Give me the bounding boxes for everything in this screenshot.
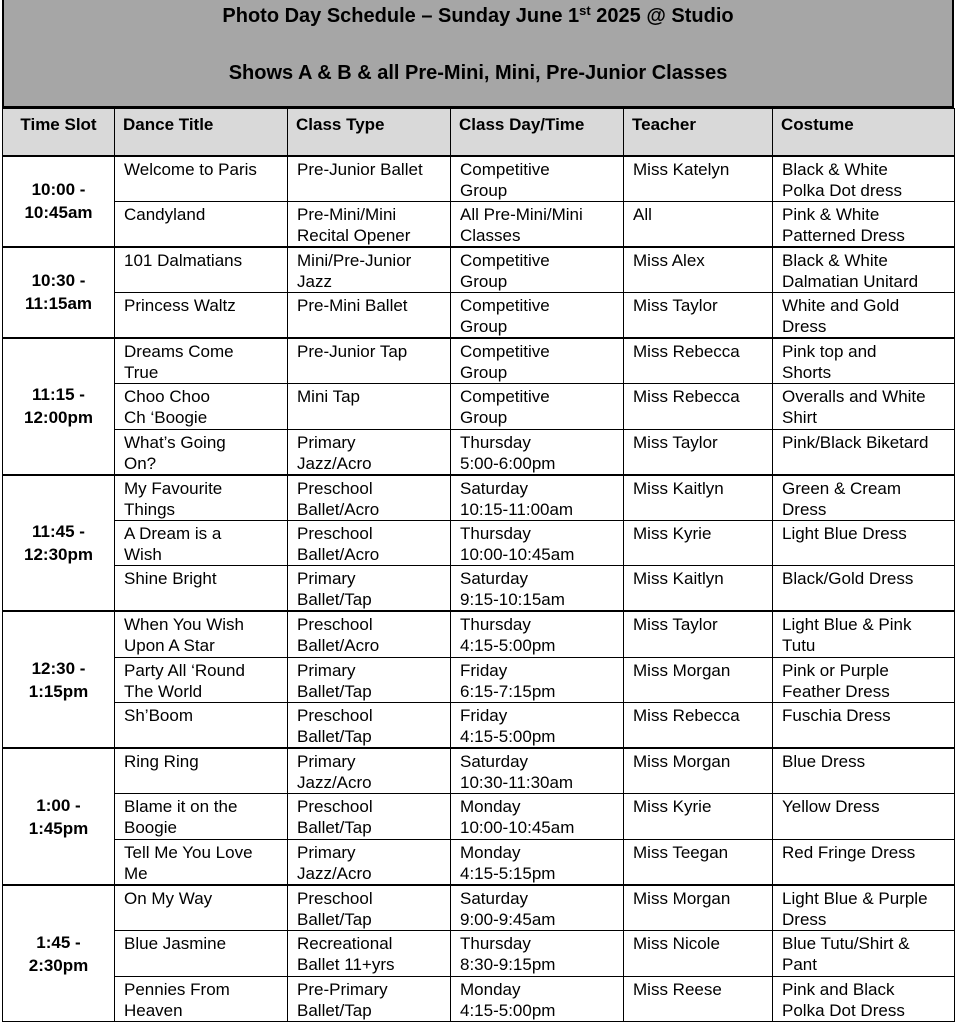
costume-cell: Blue Tutu/Shirt & Pant <box>773 931 955 977</box>
schedule-table <box>2 108 955 1022</box>
class-day-time-cell: Thursday 10:00-10:45am <box>451 520 624 566</box>
dance-title-cell: My Favourite Things <box>115 475 288 521</box>
class-day-time-cell: Friday 4:15-5:00pm <box>451 703 624 749</box>
teacher-cell: Miss Kaitlyn <box>624 566 773 612</box>
class-type-cell: Preschool Ballet/Tap <box>288 885 451 931</box>
costume-cell: Light Blue Dress <box>773 520 955 566</box>
costume-cell: Pink and Black Polka Dot Dress <box>773 976 955 1022</box>
class-type-cell: Preschool Ballet/Acro <box>288 520 451 566</box>
table-row <box>3 520 955 566</box>
class-day-time-cell: Competitive Group <box>451 247 624 293</box>
header-time-slot: Time Slot <box>3 109 115 156</box>
dance-title-cell: Pennies From Heaven <box>115 976 288 1022</box>
teacher-cell: Miss Rebecca <box>624 338 773 384</box>
class-day-time-cell: Saturday 9:15-10:15am <box>451 566 624 612</box>
teacher-cell: Miss Rebecca <box>624 383 773 429</box>
costume-cell: Red Fringe Dress <box>773 839 955 885</box>
teacher-cell: Miss Morgan <box>624 885 773 931</box>
table-row <box>3 156 955 202</box>
class-type-cell: Pre-Junior Tap <box>288 338 451 384</box>
costume-cell: Black & White Dalmatian Unitard <box>773 247 955 293</box>
table-row <box>3 931 955 977</box>
class-type-cell: Preschool Ballet/Acro <box>288 611 451 657</box>
dance-title-cell: Sh’Boom <box>115 703 288 749</box>
dance-title-cell: Dreams Come True <box>115 338 288 384</box>
costume-cell: Pink/Black Biketard <box>773 429 955 475</box>
teacher-cell: Miss Taylor <box>624 611 773 657</box>
class-type-cell: Primary Ballet/Tap <box>288 566 451 612</box>
class-day-time-cell: Saturday 9:00-9:45am <box>451 885 624 931</box>
class-type-cell: Primary Ballet/Tap <box>288 657 451 703</box>
class-day-time-cell: Monday 4:15-5:15pm <box>451 839 624 885</box>
table-row <box>3 338 955 384</box>
table-row <box>3 429 955 475</box>
header-row <box>3 109 955 156</box>
teacher-cell: Miss Morgan <box>624 657 773 703</box>
table-row <box>3 976 955 1022</box>
time-slot-cell: 11:15 - 12:00pm <box>3 338 115 475</box>
costume-cell: Light Blue & Purple Dress <box>773 885 955 931</box>
table-row <box>3 703 955 749</box>
dance-title-cell: Shine Bright <box>115 566 288 612</box>
teacher-cell: Miss Teegan <box>624 839 773 885</box>
class-type-cell: Primary Jazz/Acro <box>288 748 451 794</box>
teacher-cell: Miss Taylor <box>624 292 773 338</box>
schedule-body <box>3 156 955 1022</box>
costume-cell: Blue Dress <box>773 748 955 794</box>
costume-cell: Yellow Dress <box>773 794 955 840</box>
class-day-time-cell: Thursday 5:00-6:00pm <box>451 429 624 475</box>
teacher-cell: Miss Kaitlyn <box>624 475 773 521</box>
time-slot-cell: 1:00 - 1:45pm <box>3 748 115 885</box>
costume-cell: Pink or Purple Feather Dress <box>773 657 955 703</box>
class-day-time-cell: Thursday 8:30-9:15pm <box>451 931 624 977</box>
dance-title-cell: 101 Dalmatians <box>115 247 288 293</box>
table-row <box>3 611 955 657</box>
class-day-time-cell: Saturday 10:30-11:30am <box>451 748 624 794</box>
dance-title-cell: Choo Choo Ch ‘Boogie <box>115 383 288 429</box>
dance-title-cell: Ring Ring <box>115 748 288 794</box>
time-slot-cell: 10:30 - 11:15am <box>3 247 115 338</box>
dance-title-cell: Welcome to Paris <box>115 156 288 202</box>
class-type-cell: Pre-Mini/Mini Recital Opener <box>288 201 451 247</box>
table-row <box>3 839 955 885</box>
table-row <box>3 566 955 612</box>
header-class-type: Class Type <box>288 109 451 156</box>
dance-title-cell: What’s Going On? <box>115 429 288 475</box>
class-type-cell: Pre-Primary Ballet/Tap <box>288 976 451 1022</box>
table-row <box>3 383 955 429</box>
dance-title-cell: A Dream is a Wish <box>115 520 288 566</box>
class-type-cell: Pre-Junior Ballet <box>288 156 451 202</box>
costume-cell: Black/Gold Dress <box>773 566 955 612</box>
table-row <box>3 748 955 794</box>
time-slot-cell: 11:45 - 12:30pm <box>3 475 115 612</box>
class-day-time-cell: All Pre-Mini/Mini Classes <box>451 201 624 247</box>
costume-cell: White and Gold Dress <box>773 292 955 338</box>
dance-title-cell: Party All ‘Round The World <box>115 657 288 703</box>
teacher-cell: Miss Reese <box>624 976 773 1022</box>
teacher-cell: Miss Kyrie <box>624 794 773 840</box>
class-day-time-cell: Thursday 4:15-5:00pm <box>451 611 624 657</box>
class-day-time-cell: Saturday 10:15-11:00am <box>451 475 624 521</box>
class-type-cell: Preschool Ballet/Tap <box>288 703 451 749</box>
class-type-cell: Pre-Mini Ballet <box>288 292 451 338</box>
dance-title-cell: When You Wish Upon A Star <box>115 611 288 657</box>
teacher-cell: Miss Morgan <box>624 748 773 794</box>
table-row <box>3 885 955 931</box>
dance-title-cell: Princess Waltz <box>115 292 288 338</box>
class-type-cell: Recreational Ballet 11+yrs <box>288 931 451 977</box>
dance-title-cell: Blame it on the Boogie <box>115 794 288 840</box>
costume-cell: Light Blue & Pink Tutu <box>773 611 955 657</box>
class-day-time-cell: Monday 4:15-5:00pm <box>451 976 624 1022</box>
teacher-cell: Miss Nicole <box>624 931 773 977</box>
table-row <box>3 794 955 840</box>
class-day-time-cell: Friday 6:15-7:15pm <box>451 657 624 703</box>
teacher-cell: Miss Rebecca <box>624 703 773 749</box>
table-row <box>3 292 955 338</box>
table-row <box>3 247 955 293</box>
class-type-cell: Primary Jazz/Acro <box>288 839 451 885</box>
dance-title-cell: Tell Me You Love Me <box>115 839 288 885</box>
class-day-time-cell: Competitive Group <box>451 383 624 429</box>
dance-title-cell: Candyland <box>115 201 288 247</box>
class-type-cell: Mini/Pre-Junior Jazz <box>288 247 451 293</box>
costume-cell: Black & White Polka Dot dress <box>773 156 955 202</box>
costume-cell: Overalls and White Shirt <box>773 383 955 429</box>
class-day-time-cell: Competitive Group <box>451 292 624 338</box>
header-dance-title: Dance Title <box>115 109 288 156</box>
page-subtitle: Shows A & B & all Pre-Mini, Mini, Pre-Junior Classes <box>228 62 728 84</box>
teacher-cell: Miss Alex <box>624 247 773 293</box>
time-slot-cell: 10:00 - 10:45am <box>3 156 115 247</box>
costume-cell: Fuschia Dress <box>773 703 955 749</box>
header-costume: Costume <box>773 109 955 156</box>
title-block <box>2 0 954 108</box>
time-slot-cell: 1:45 - 2:30pm <box>3 885 115 1022</box>
class-type-cell: Primary Jazz/Acro <box>288 429 451 475</box>
teacher-cell: All <box>624 201 773 247</box>
teacher-cell: Miss Kyrie <box>624 520 773 566</box>
class-day-time-cell: Competitive Group <box>451 338 624 384</box>
table-row <box>3 201 955 247</box>
costume-cell: Pink top and Shorts <box>773 338 955 384</box>
teacher-cell: Miss Katelyn <box>624 156 773 202</box>
costume-cell: Green & Cream Dress <box>773 475 955 521</box>
page-title: Photo Day Schedule – Sunday June 1st 2025 @ Studio <box>222 3 734 27</box>
class-day-time-cell: Monday 10:00-10:45am <box>451 794 624 840</box>
dance-title-cell: Blue Jasmine <box>115 931 288 977</box>
class-type-cell: Preschool Ballet/Tap <box>288 794 451 840</box>
costume-cell: Pink & White Patterned Dress <box>773 201 955 247</box>
class-type-cell: Mini Tap <box>288 383 451 429</box>
class-day-time-cell: Competitive Group <box>451 156 624 202</box>
class-type-cell: Preschool Ballet/Acro <box>288 475 451 521</box>
dance-title-cell: On My Way <box>115 885 288 931</box>
table-row <box>3 475 955 521</box>
teacher-cell: Miss Taylor <box>624 429 773 475</box>
header-class-day-time: Class Day/Time <box>451 109 624 156</box>
table-row <box>3 657 955 703</box>
header-teacher: Teacher <box>624 109 773 156</box>
time-slot-cell: 12:30 - 1:15pm <box>3 611 115 748</box>
